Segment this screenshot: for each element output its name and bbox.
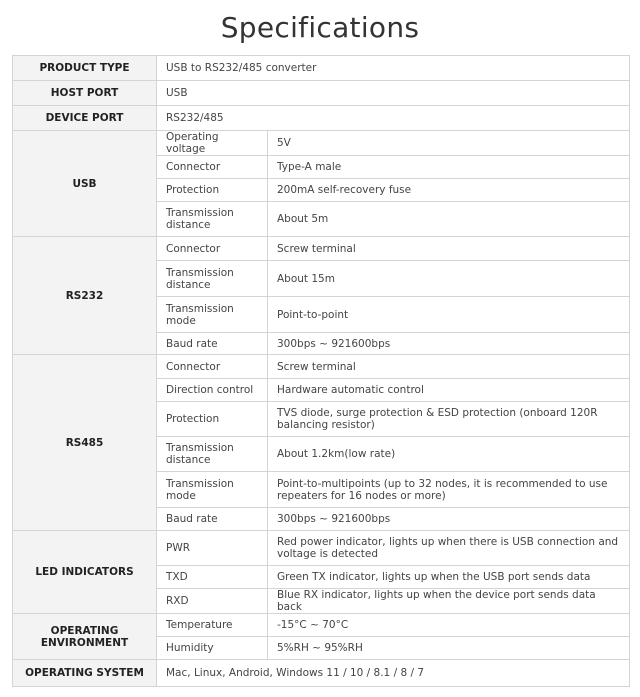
spec-value: About 1.2km(low rate)	[268, 437, 630, 472]
row-header-device-port: DEVICE PORT	[13, 106, 157, 131]
row-header-rs485: RS485	[13, 355, 157, 531]
device-port-value: RS232/485	[157, 106, 630, 131]
specifications-table	[12, 55, 630, 687]
spec-value: TVS diode, surge protection & ESD protection (onboard 120R balancing resistor)	[268, 402, 630, 437]
row-header-host-port: HOST PORT	[13, 81, 157, 106]
spec-value: 5%RH ~ 95%RH	[268, 637, 630, 660]
table-row	[13, 355, 630, 379]
spec-value: Point-to-point	[268, 297, 630, 333]
spec-value: Point-to-multipoints (up to 32 nodes, it is recommended to use repeaters for 16 nodes or more)	[268, 472, 630, 508]
spec-label: Humidity	[157, 637, 268, 660]
spec-value: 5V	[268, 131, 630, 156]
spec-value: Red power indicator, lights up when there is USB connection and voltage is detected	[268, 531, 630, 566]
table-row	[13, 614, 630, 637]
spec-label: Transmission mode	[157, 472, 268, 508]
host-port-value: USB	[157, 81, 630, 106]
row-header-operating-environment: OPERATING ENVIRONMENT	[13, 614, 157, 660]
row-header-product-type: PRODUCT TYPE	[13, 56, 157, 81]
spec-value: Hardware automatic control	[268, 379, 630, 402]
spec-label: PWR	[157, 531, 268, 566]
row-header-usb: USB	[13, 131, 157, 237]
spec-value: Screw terminal	[268, 355, 630, 379]
spec-label: Baud rate	[157, 333, 268, 355]
table-row	[13, 56, 630, 81]
spec-value: Blue RX indicator, lights up when the device port sends data back	[268, 589, 630, 614]
spec-label: Transmission distance	[157, 202, 268, 237]
spec-label: Connector	[157, 156, 268, 179]
row-header-operating-system: OPERATING SYSTEM	[13, 660, 157, 687]
product-type-value: USB to RS232/485 converter	[157, 56, 630, 81]
spec-label: Baud rate	[157, 508, 268, 531]
spec-value: 300bps ~ 921600bps	[268, 508, 630, 531]
table-row	[13, 237, 630, 261]
spec-value: 300bps ~ 921600bps	[268, 333, 630, 355]
row-header-led-indicators: LED INDICATORS	[13, 531, 157, 614]
spec-label: Transmission distance	[157, 437, 268, 472]
spec-label: Protection	[157, 402, 268, 437]
table-row	[13, 81, 630, 106]
table-row	[13, 106, 630, 131]
spec-label: Transmission mode	[157, 297, 268, 333]
page-title: Specifications	[220, 11, 420, 44]
spec-label: Protection	[157, 179, 268, 202]
spec-value: About 5m	[268, 202, 630, 237]
spec-value: 200mA self-recovery fuse	[268, 179, 630, 202]
table-row	[13, 131, 630, 156]
spec-label: TXD	[157, 566, 268, 589]
spec-value: Green TX indicator, lights up when the USB port sends data	[268, 566, 630, 589]
spec-label: Direction control	[157, 379, 268, 402]
spec-value: About 15m	[268, 261, 630, 297]
spec-label: Connector	[157, 355, 268, 379]
spec-value: -15°C ~ 70°C	[268, 614, 630, 637]
spec-value: Type-A male	[268, 156, 630, 179]
spec-label: Operating voltage	[157, 131, 268, 156]
table-row	[13, 531, 630, 566]
operating-system-value: Mac, Linux, Android, Windows 11 / 10 / 8.1 / 8 / 7	[157, 660, 630, 687]
spec-label: Connector	[157, 237, 268, 261]
spec-label: RXD	[157, 589, 268, 614]
spec-label: Temperature	[157, 614, 268, 637]
row-header-rs232: RS232	[13, 237, 157, 355]
spec-label: Transmission distance	[157, 261, 268, 297]
table-row	[13, 660, 630, 687]
spec-value: Screw terminal	[268, 237, 630, 261]
